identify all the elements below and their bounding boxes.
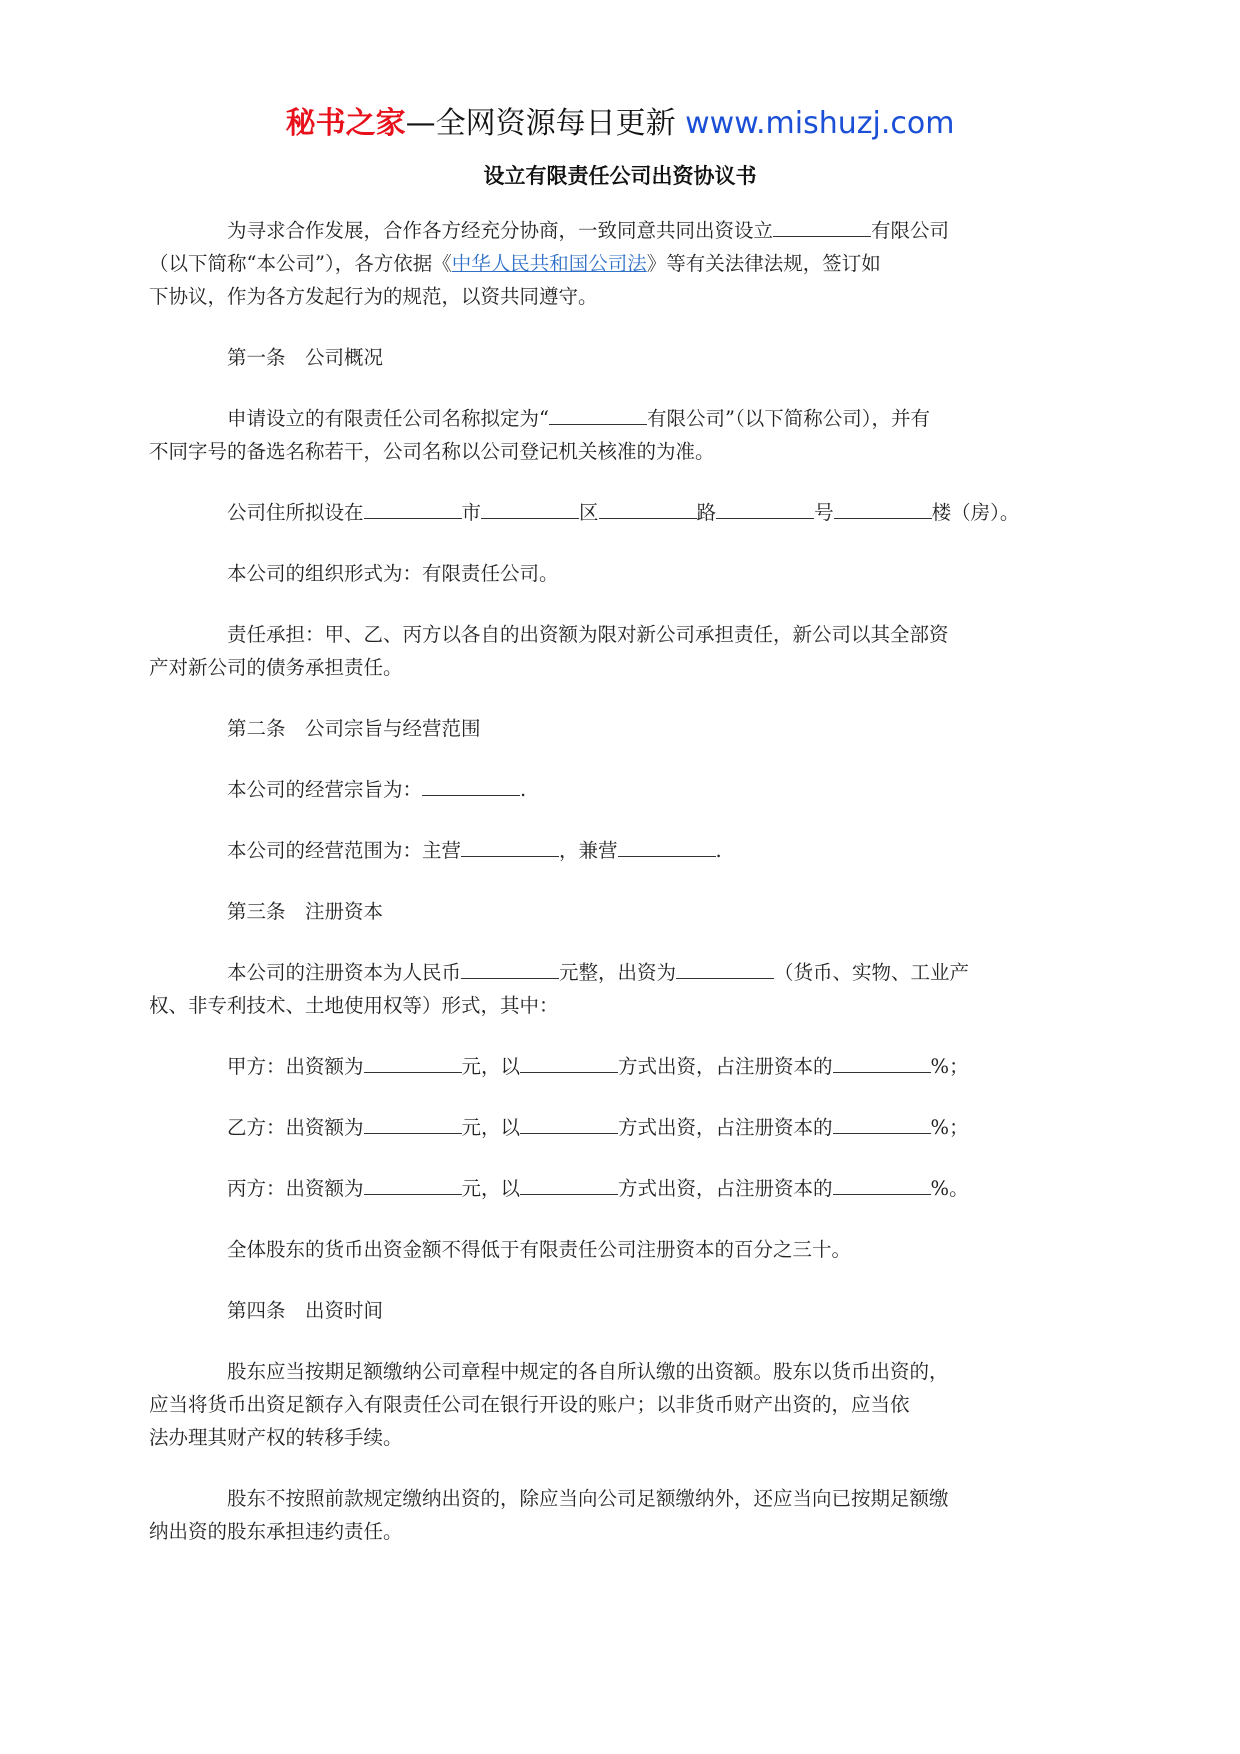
blank-field — [618, 837, 716, 857]
text: 乙方：出资额为 — [227, 1116, 364, 1139]
blank-field — [716, 499, 814, 519]
text: 申请设立的有限责任公司名称拟定为“ — [227, 407, 549, 430]
document-body — [149, 214, 1060, 1548]
blank-field — [461, 837, 559, 857]
party-b-paragraph — [188, 1111, 1060, 1144]
text: . — [715, 839, 722, 862]
blank-field — [461, 959, 559, 979]
article-2-heading: 第二条 公司宗旨与经营范围 — [227, 717, 481, 740]
blank-field — [364, 1175, 462, 1195]
text: 为寻求合作发展，合作各方经充分协商，一致同意共同出资设立 — [227, 219, 774, 242]
blank-field — [833, 1175, 931, 1195]
blank-field — [676, 959, 774, 979]
text: 方式出资，占注册资本的 — [618, 1055, 833, 1078]
blank-field — [364, 1053, 462, 1073]
blank-field — [520, 1175, 618, 1195]
text: 丙方：出资额为 — [227, 1177, 364, 1200]
party-c-paragraph — [188, 1172, 1060, 1205]
text: 元，以 — [461, 1055, 521, 1078]
capital-paragraph — [149, 956, 1060, 1022]
blank-field — [834, 499, 932, 519]
brand-slogan: —全网资源每日更新 — [405, 106, 676, 141]
scope-paragraph — [188, 834, 1060, 867]
blank-field — [481, 499, 579, 519]
text: 路 — [696, 501, 717, 524]
text: 纳出资的股东承担违约责任。 — [149, 1520, 403, 1543]
text: 有限公司”（以下简称公司），并有 — [646, 407, 930, 430]
text: 有限公司 — [871, 219, 950, 242]
document-title: 设立有限责任公司出资协议书 — [483, 163, 757, 188]
text: 楼（房）。 — [931, 501, 1020, 524]
site-header — [0, 104, 1240, 144]
liability-paragraph — [149, 618, 1060, 684]
blank-field — [833, 1053, 931, 1073]
text: %； — [930, 1055, 969, 1078]
blank-field — [599, 499, 697, 519]
text: 下协议，作为各方发起行为的规范，以资共同遵守。 — [149, 285, 598, 308]
text: 元，以 — [461, 1116, 521, 1139]
text: 本公司的注册资本为人民币 — [227, 961, 462, 984]
blank-field — [549, 405, 647, 425]
brand-name: 秘书之家 — [285, 106, 406, 141]
article-4-heading: 第四条 出资时间 — [227, 1299, 384, 1322]
article-1-heading: 第一条 公司概况 — [227, 346, 384, 369]
blank-field — [773, 217, 871, 237]
timing-paragraph-2 — [149, 1482, 1060, 1548]
text: 甲方：出资额为 — [227, 1055, 364, 1078]
text: 本公司的经营宗旨为： — [227, 778, 423, 801]
text: （货币、实物、工业产 — [774, 961, 970, 984]
blank-field — [520, 1114, 618, 1134]
text: 号 — [814, 501, 834, 524]
company-law-link[interactable]: 中华人民共和国公司法 — [451, 252, 647, 275]
text: 权、非专利技术、土地使用权等）形式，其中： — [149, 994, 559, 1017]
text: 应当将货币出资足额存入有限责任公司在银行开设的账户；以非货币财产出资的，应当依 — [149, 1393, 910, 1416]
text: 法办理其财产权的转移手续。 — [149, 1426, 403, 1449]
text: 区 — [579, 501, 599, 524]
text: 产对新公司的债务承担责任。 — [149, 656, 403, 679]
blank-field — [520, 1053, 618, 1073]
text: ，兼营 — [559, 839, 618, 862]
text: 方式出资，占注册资本的 — [618, 1177, 833, 1200]
text: 本公司的经营范围为：主营 — [227, 839, 462, 862]
blank-field — [364, 499, 462, 519]
intro-paragraph — [149, 214, 1060, 313]
text: 公司住所拟设在 — [227, 501, 364, 524]
address-paragraph — [188, 496, 1060, 529]
text: （以下简称“本公司”），各方依据《 — [149, 252, 452, 275]
text: %； — [930, 1116, 969, 1139]
text: 元，以 — [461, 1177, 521, 1200]
article-3-heading: 第三条 注册资本 — [227, 900, 384, 923]
min-cash-paragraph: 全体股东的货币出资金额不得低于有限责任公司注册资本的百分之三十。 — [227, 1238, 852, 1261]
text: %。 — [930, 1177, 969, 1200]
blank-field — [833, 1114, 931, 1134]
blank-field — [364, 1114, 462, 1134]
text: 股东应当按期足额缴纳公司章程中规定的各自所认缴的出资额。股东以货币出资的， — [227, 1360, 949, 1383]
text: 不同字号的备选名称若干，公司名称以公司登记机关核准的为准。 — [149, 440, 715, 463]
text: 市 — [461, 501, 482, 524]
text: 股东不按照前款规定缴纳出资的，除应当向公司足额缴纳外，还应当向已按期足额缴 — [227, 1487, 949, 1510]
text: 元整，出资为 — [559, 961, 677, 984]
company-name-paragraph — [149, 402, 1060, 468]
text: 》等有关法律法规，签订如 — [646, 252, 881, 275]
site-url[interactable]: www.mishuzj.com — [685, 106, 955, 141]
text: 方式出资，占注册资本的 — [618, 1116, 833, 1139]
timing-paragraph-1 — [149, 1355, 1060, 1454]
blank-field — [422, 776, 520, 796]
org-form-paragraph: 本公司的组织形式为：有限责任公司。 — [227, 562, 559, 585]
text: 责任承担：甲、乙、丙方以各自的出资额为限对新公司承担责任，新公司以其全部资 — [227, 623, 949, 646]
text: . — [520, 778, 527, 801]
purpose-paragraph — [188, 773, 1060, 806]
party-a-paragraph — [188, 1050, 1060, 1083]
